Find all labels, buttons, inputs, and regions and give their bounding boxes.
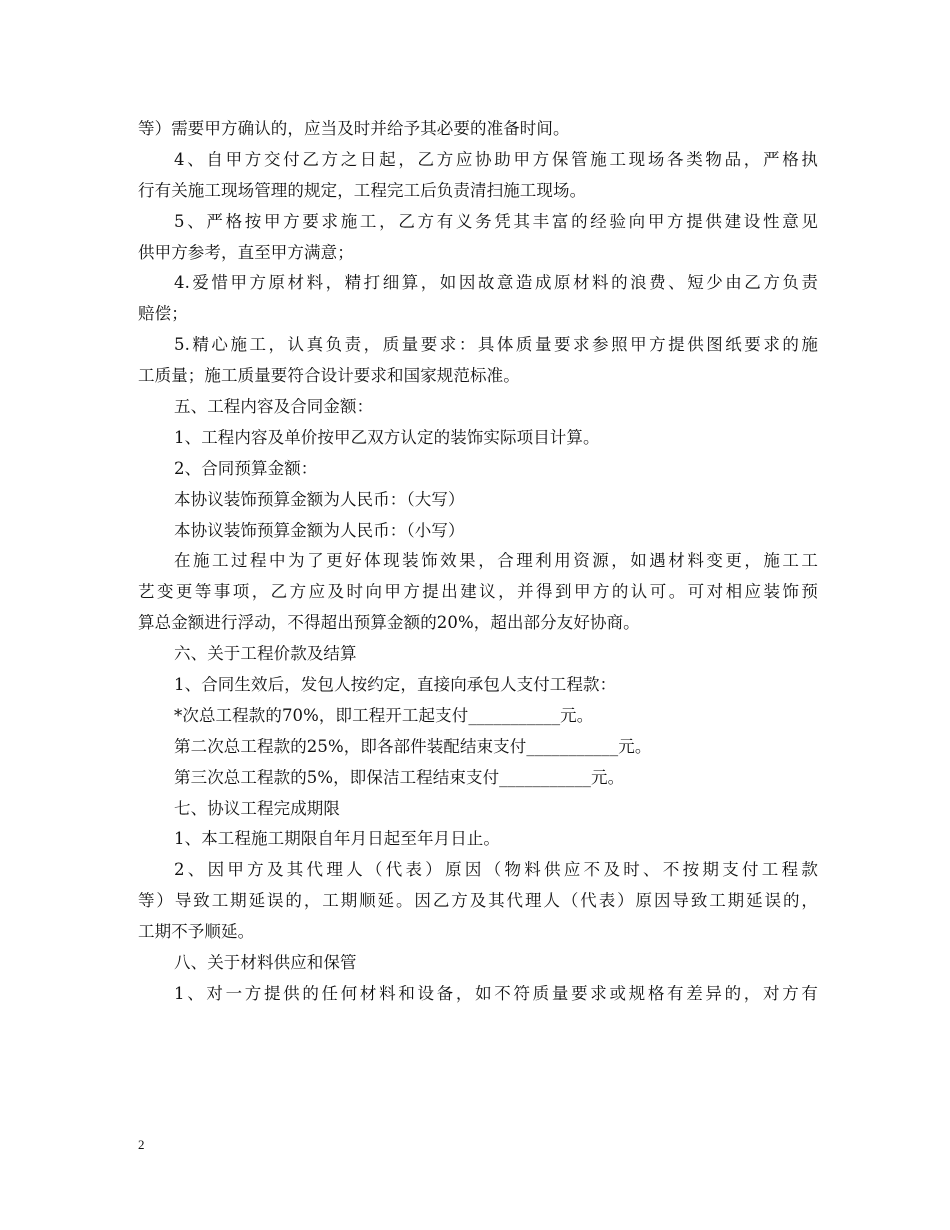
text-line: 1、对一方提供的任何材料和设备，如不符质量要求或规格有差异的，对方有 [174, 983, 818, 1003]
text-line: 2、合同预算金额： [174, 458, 318, 478]
text-line: 在施工过程中为了更好体现装饰效果，合理利用资源，如遇材料变更，施工工 [174, 551, 818, 571]
text-line: 等）需要甲方确认的，应当及时并给予其必要的准备时间。 [138, 119, 570, 138]
text-line: 艺变更等事项，乙方应及时向甲方提出建议，并得到甲方的认可。可对相应装饰预 [138, 582, 818, 602]
text-line: 赔偿； [138, 304, 188, 324]
page-number: 2 [138, 1137, 145, 1152]
section-heading: 七、协议工程完成期限 [174, 798, 340, 818]
text-line: 工期不予顺延。 [138, 922, 255, 942]
text-line: 4.爱惜甲方原材料，精打细算，如因故意造成原材料的浪费、短少由乙方负责 [174, 273, 818, 293]
text-line: 本协议装饰预算金额为人民币：（小写） [174, 520, 465, 540]
section-heading: 五、工程内容及合同金额： [174, 397, 374, 417]
text-line: 1、工程内容及单价按甲乙双方认定的装饰实际项目计算。 [174, 427, 600, 447]
text-line: 第三次总工程款的5%，即保洁工程结束支付___________元。 [174, 767, 625, 787]
text-line: 5.精心施工，认真负责，质量要求：具体质量要求参照甲方提供图纸要求的施 [174, 335, 818, 355]
section-heading: 八、关于材料供应和保管 [174, 953, 357, 973]
text-line: *次总工程款的70%，即工程开工起支付___________元。 [174, 705, 594, 725]
text-line: 5、严格按甲方要求施工，乙方有义务凭其丰富的经验向甲方提供建设性意见 [174, 211, 818, 231]
text-line: 供甲方参考，直至甲方满意； [138, 242, 354, 262]
text-line: 2、因甲方及其代理人（代表）原因（物料供应不及时、不按期支付工程款 [174, 860, 818, 880]
text-line: 等）导致工期延误的，工期顺延。因乙方及其代理人（代表）原因导致工期延误的， [138, 891, 818, 911]
section-heading: 六、关于工程价款及结算 [174, 644, 357, 664]
text-line: 第二次总工程款的25%，即各部件装配结束支付___________元。 [174, 736, 652, 756]
text-line: 算总金额进行浮动，不得超出预算金额的20%，超出部分友好协商。 [138, 613, 640, 633]
text-line: 1、合同生效后，发包人按约定，直接向承包人支付工程款： [174, 675, 617, 695]
text-line: 行有关施工现场管理的规定，工程完工后负责清扫施工现场。 [138, 180, 587, 200]
text-line: 工质量；施工质量要符合设计要求和国家规范标准。 [138, 366, 520, 386]
document-body [138, 114, 818, 1010]
text-line: 1、本工程施工期限自年月日起至年月日止。 [174, 829, 500, 849]
text-line: 4、自甲方交付乙方之日起，乙方应协助甲方保管施工现场各类物品，严格执 [174, 149, 818, 169]
text-line: 本协议装饰预算金额为人民币：（大写） [174, 489, 465, 509]
